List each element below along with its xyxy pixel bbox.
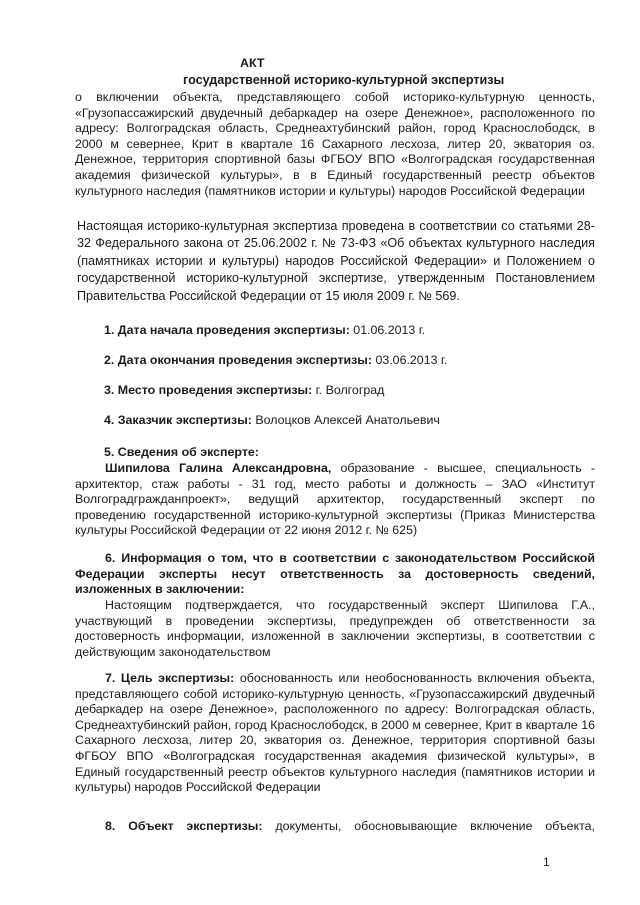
item-value: Волоцков Алексей Анатольевич bbox=[251, 413, 440, 427]
item-label: 2. Дата окончания проведения экспертизы: bbox=[104, 353, 373, 367]
expert-details: образование - высшее, специальность - архитектор, стаж работы - 31 год, место работы и должность – ЗАО «Институт Волгоградгражданпроект», ведущий архитектор, государственный эксперт по проведению государственной историко-культурной экспертизы (Приказ Министерства культуры Российской Федерации от 22 июня 2012 г. № 625) bbox=[75, 461, 595, 538]
item-customer bbox=[104, 413, 440, 429]
goal-text: обоснованность или необоснованность включения объекта, представляющего собой историко-культурную ценность, «Грузопассажирский двудечный дебаркадер на озере Денежное», расположенного по адресу: Волгоградская область, Среднеахтубинский район, город Краснослободск, в 2000 м севернее, Крит в квартале 16 Сахарного лесхоза, литер 20, экватория оз. Денежное, территория спортивной базы ФГБОУ ВПО «Волгоградская государственная академия физической культуры», в Единый государственный реестр объектов культурного наследия (памятников истории и культуры) народов Российской Федерации bbox=[75, 671, 596, 795]
responsibility-paragraph: Настоящим подтверждается, что государственный эксперт Шипилова Г.А., участвующий в проведении экспертизы, предупрежден об ответственности за достоверность информации, изложенной в заключении экспертизы, в соответствии с действующим законодательством bbox=[75, 598, 595, 659]
page-number: 1 bbox=[543, 855, 550, 869]
document-subtitle: государственной историко-культурной экспертизы bbox=[183, 73, 505, 87]
item-place bbox=[104, 383, 384, 399]
item-label: 3. Место проведения экспертизы: bbox=[104, 383, 313, 397]
item-end-date bbox=[104, 353, 447, 369]
expert-heading: 5. Сведения об эксперте: bbox=[104, 445, 259, 459]
item-start-date bbox=[104, 323, 425, 339]
item-value: 03.06.2013 г. bbox=[372, 353, 448, 367]
basis-paragraph: Настоящая историко-культурная экспертиза проведена в соответствии со статьями 28-32 Федерального закона от 25.06.2002 г. № 73-ФЗ «Об объектах культурного наследия (памятниках истории и культуры) народов Российской Федерации» и Положением о государственной историко-культурной экспертизе, утвержденным Постановлением Правительства Российской Федерации от 15 июля 2009 г. № 569. bbox=[77, 219, 595, 303]
intro-paragraph: о включении объекта, представляющего собой историко-культурную ценность, «Грузопассажирский двудечный дебаркадер на озере Денежное», расположенного по адресу: Волгоградская область, Среднеахтубинский район, город Краснослободск, в 2000 м севернее, Крит в квартале 16 Сахарного лесхоза, литер 20, экватория оз. Денежное, территория спортивной базы ФГБОУ ВПО «Волгоградская государственная академия физической культуры», в в Единый государственный реестр объектов культурного наследия (памятников истории и культуры) народов Российской Федерации bbox=[75, 90, 595, 198]
document-title: АКТ bbox=[240, 56, 265, 70]
object-text: документы, обосновывающие включение объекта, bbox=[262, 819, 595, 833]
responsibility-heading: 6. Информация о том, что в соответствии с законодательством Российской Федерации эксперты несут ответственность за достоверность сведений, изложенных в заключении: bbox=[75, 551, 595, 597]
goal-paragraph bbox=[75, 671, 595, 796]
item-label: 1. Дата начала проведения экспертизы: bbox=[104, 323, 350, 337]
object-paragraph bbox=[75, 819, 595, 835]
item-value: г. Волгоград bbox=[312, 383, 385, 397]
object-heading: 8. Объект экспертизы: bbox=[105, 819, 263, 833]
goal-heading: 7. Цель экспертизы: bbox=[105, 671, 235, 685]
item-value: 01.06.2013 г. bbox=[349, 323, 426, 337]
item-label: 4. Заказчик экспертизы: bbox=[104, 413, 252, 427]
expert-paragraph bbox=[75, 461, 595, 539]
expert-name: Шипилова Галина Александровна, bbox=[105, 461, 332, 475]
